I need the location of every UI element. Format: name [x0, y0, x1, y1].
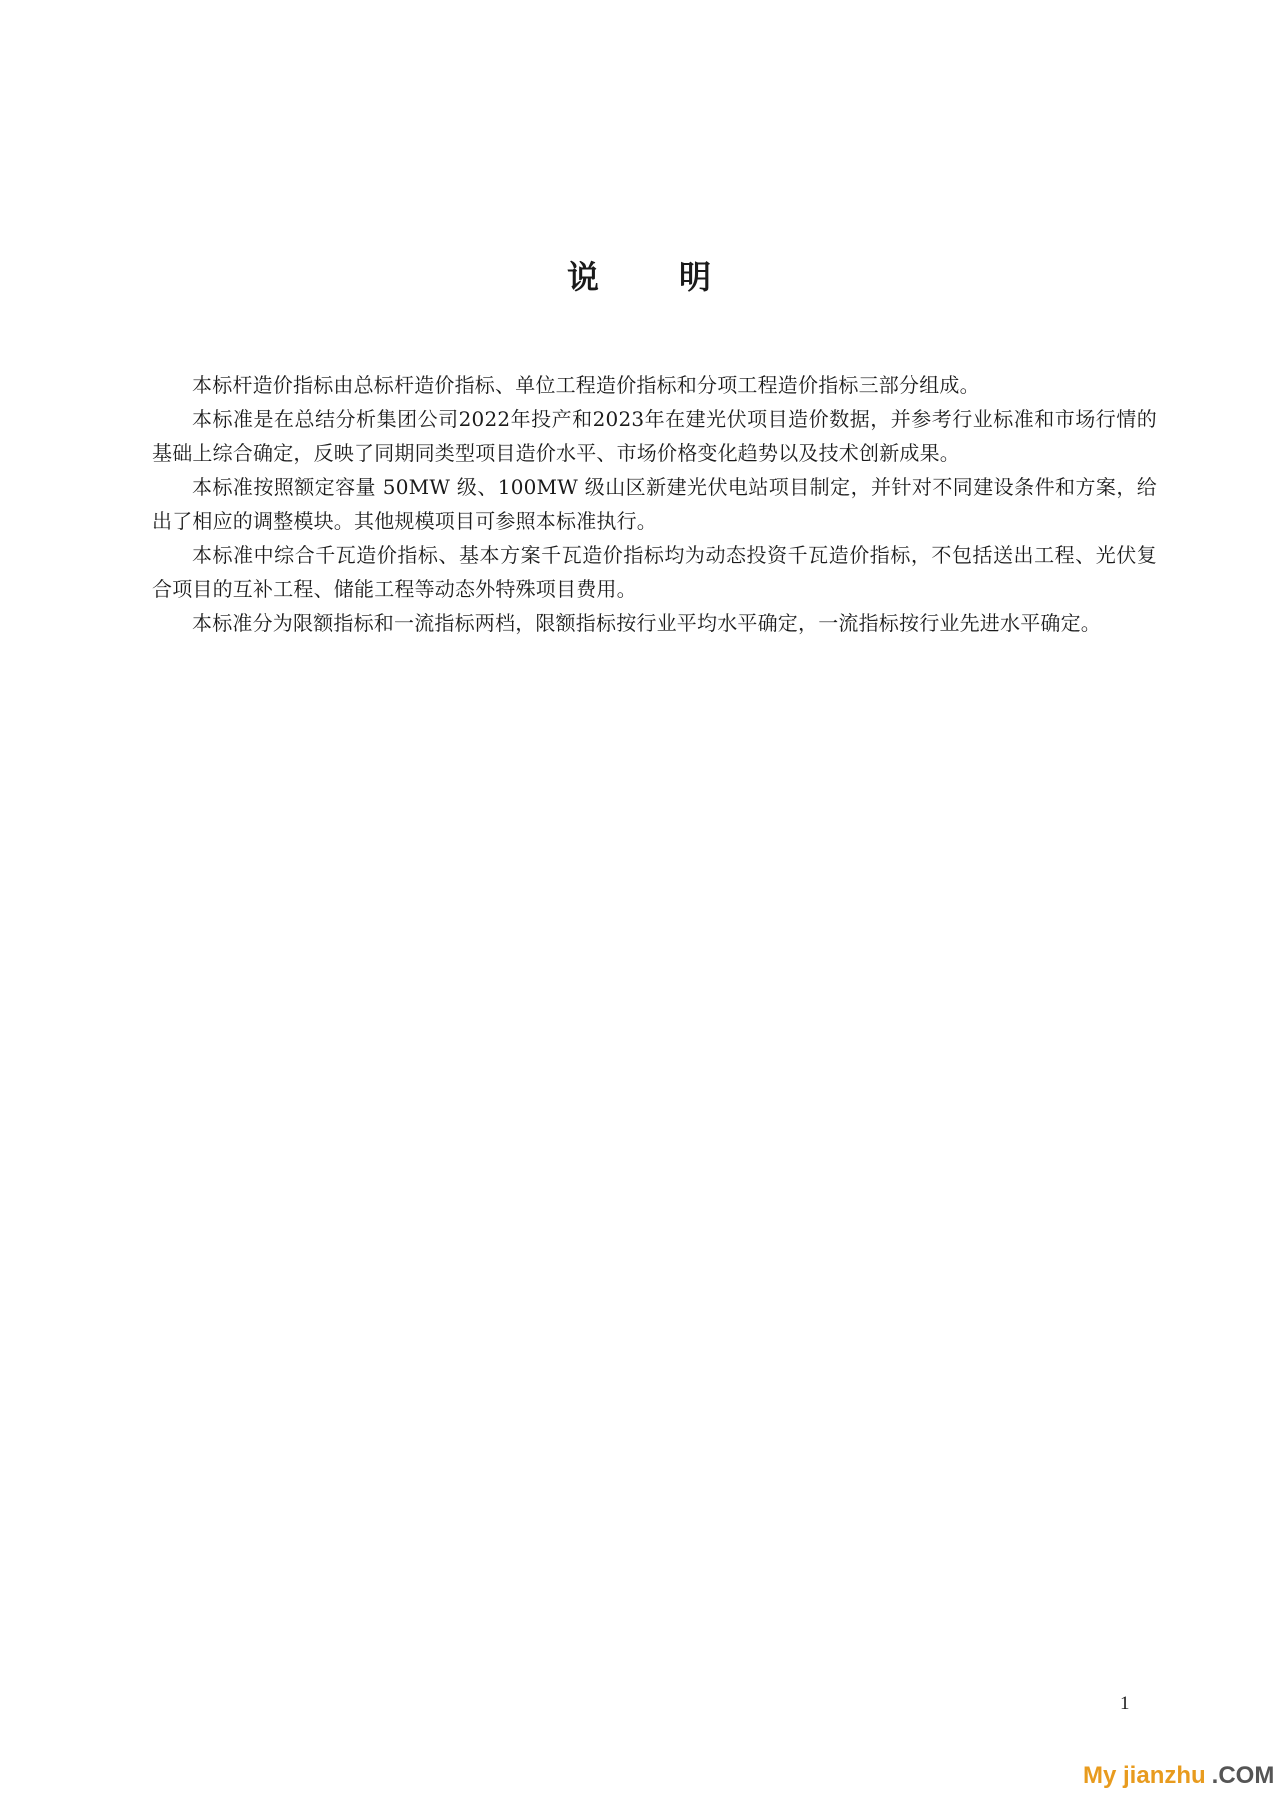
watermark-brand: My jianzhu: [1083, 1762, 1206, 1789]
title-char-1: 说: [566, 258, 601, 296]
paragraph-1: 本标杆造价指标由总标杆造价指标、单位工程造价指标和分项工程造价指标三部分组成。: [192, 373, 980, 397]
title-char-2: 明: [679, 258, 714, 296]
paragraph-3: 本标准按照额定容量 50MW 级、100MW 级山区新建光伏电站项目制定，并针对不同建设条件和方案，给出了相应的调整模块。其他规模项目可参照本标准执行。: [152, 475, 1157, 533]
paragraph-5: 本标准分为限额指标和一流指标两档，限额指标按行业平均水平确定，一流指标按行业先进水平确定。: [192, 611, 1101, 635]
watermark: [1083, 1762, 1274, 1790]
watermark-suffix: .COM: [1211, 1762, 1275, 1789]
paragraph-4: 本标准中综合千瓦造价指标、基本方案千瓦造价指标均为动态投资千瓦造价指标，不包括送出工程、光伏复合项目的互补工程、储能工程等动态外特殊项目费用。: [152, 543, 1157, 601]
paragraph-2: 本标准是在总结分析集团公司2022年投产和2023年在建光伏项目造价数据，并参考行业标准和市场行情的基础上综合确定，反映了同期同类型项目造价水平、市场价格变化趋势以及技术创新成果。: [152, 407, 1157, 465]
page-number: 1: [1120, 1693, 1130, 1714]
body-text: [152, 368, 1157, 640]
page-title: [0, 252, 1280, 298]
